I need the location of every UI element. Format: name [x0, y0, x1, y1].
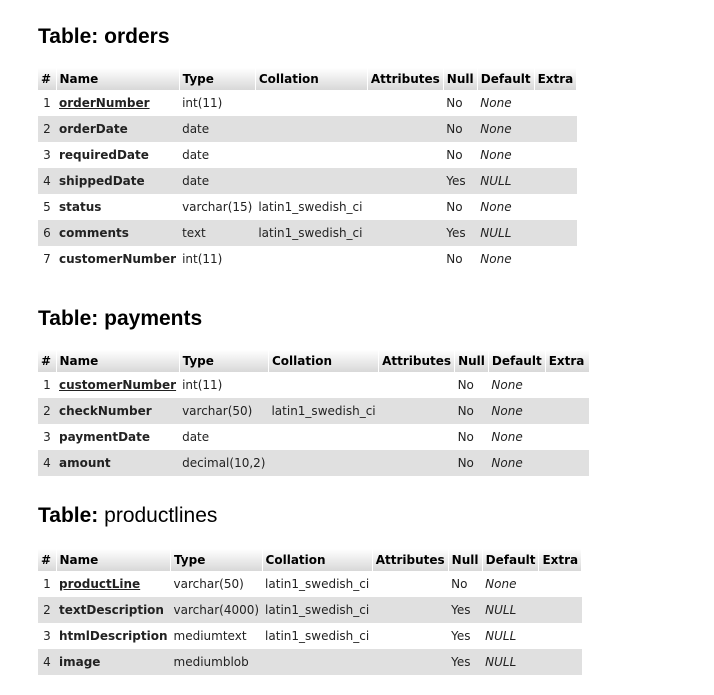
column-name: checkNumber	[56, 398, 179, 424]
column-extra	[534, 142, 577, 168]
column-extra	[534, 246, 577, 272]
section-title: Table: productlines	[38, 504, 218, 527]
column-collation	[268, 450, 378, 476]
column-null: No	[443, 116, 477, 142]
row-number: 2	[38, 116, 56, 142]
column-name[interactable]: productLine	[56, 571, 171, 597]
column-collation: latin1_swedish_ci	[255, 220, 367, 246]
table-row	[38, 597, 582, 623]
table-row	[38, 623, 582, 649]
column-default: NULL	[482, 597, 539, 623]
column-null: No	[455, 372, 489, 398]
column-collation: latin1_swedish_ci	[255, 194, 367, 220]
column-type: int(11)	[179, 246, 255, 272]
header-attributes[interactable]: Attributes	[367, 68, 443, 90]
header-collation[interactable]: Collation	[262, 549, 372, 571]
header-null[interactable]: Null	[443, 68, 477, 90]
column-extra	[539, 623, 582, 649]
column-name: shippedDate	[56, 168, 179, 194]
header-attributes[interactable]: Attributes	[372, 549, 448, 571]
column-null: Yes	[443, 220, 477, 246]
column-attributes	[379, 398, 455, 424]
section-title: Table: orders	[38, 25, 170, 48]
column-type: varchar(50)	[171, 571, 263, 597]
column-default: NULL	[482, 649, 539, 675]
column-attributes	[367, 220, 443, 246]
column-extra	[539, 649, 582, 675]
column-default: None	[477, 194, 534, 220]
header-type[interactable]: Type	[171, 549, 263, 571]
column-attributes	[367, 246, 443, 272]
header-name[interactable]: Name	[56, 549, 171, 571]
column-extra	[545, 450, 589, 476]
column-attributes	[379, 424, 455, 450]
column-null: Yes	[448, 597, 482, 623]
column-attributes	[367, 116, 443, 142]
row-number: 4	[38, 168, 56, 194]
column-type: decimal(10,2)	[179, 450, 268, 476]
header-row	[38, 549, 582, 571]
column-null: No	[455, 424, 489, 450]
structure-table	[38, 549, 582, 675]
table-row	[38, 571, 582, 597]
column-null: No	[455, 450, 489, 476]
table-row	[38, 246, 577, 272]
column-name: paymentDate	[56, 424, 179, 450]
table-row	[38, 194, 577, 220]
column-default: NULL	[477, 220, 534, 246]
header-type[interactable]: Type	[179, 350, 268, 372]
header-num[interactable]: #	[38, 350, 56, 372]
column-collation: latin1_swedish_ci	[262, 623, 372, 649]
table-section-payments	[38, 306, 590, 476]
column-extra	[545, 424, 589, 450]
column-null: No	[455, 398, 489, 424]
table-name: orders	[104, 25, 170, 48]
table-row	[38, 372, 589, 398]
column-name: htmlDescription	[56, 623, 171, 649]
column-default: NULL	[482, 623, 539, 649]
column-collation: latin1_swedish_ci	[262, 571, 372, 597]
row-number: 3	[38, 623, 56, 649]
column-attributes	[367, 142, 443, 168]
column-name: textDescription	[56, 597, 171, 623]
table-row	[38, 398, 589, 424]
column-attributes	[379, 450, 455, 476]
column-type: date	[179, 168, 255, 194]
column-collation	[268, 372, 378, 398]
column-type: int(11)	[179, 90, 255, 116]
column-null: No	[443, 90, 477, 116]
header-default[interactable]: Default	[482, 549, 539, 571]
column-collation	[262, 649, 372, 675]
table-name: payments	[104, 307, 203, 330]
column-attributes	[367, 168, 443, 194]
column-default: None	[477, 90, 534, 116]
table-row	[38, 116, 577, 142]
row-number: 1	[38, 372, 56, 398]
column-default: None	[477, 142, 534, 168]
column-null: Yes	[443, 168, 477, 194]
column-default: None	[488, 424, 545, 450]
column-null: Yes	[448, 623, 482, 649]
column-collation	[255, 246, 367, 272]
row-number: 2	[38, 597, 56, 623]
column-collation: latin1_swedish_ci	[262, 597, 372, 623]
header-default[interactable]: Default	[477, 68, 534, 90]
column-collation: latin1_swedish_ci	[268, 398, 378, 424]
row-number: 5	[38, 194, 56, 220]
section-title: Table: payments	[38, 307, 203, 330]
column-extra	[534, 194, 577, 220]
header-type[interactable]: Type	[179, 68, 255, 90]
column-type: mediumblob	[171, 649, 263, 675]
header-collation[interactable]: Collation	[255, 68, 367, 90]
structure-table	[38, 350, 590, 476]
column-name[interactable]: customerNumber	[56, 372, 179, 398]
column-type: date	[179, 424, 268, 450]
column-name[interactable]: orderNumber	[56, 90, 179, 116]
column-extra	[534, 168, 577, 194]
row-number: 4	[38, 450, 56, 476]
column-name: comments	[56, 220, 179, 246]
header-row	[38, 68, 577, 90]
column-type: int(11)	[179, 372, 268, 398]
column-attributes	[372, 571, 448, 597]
row-number: 3	[38, 142, 56, 168]
column-null: No	[448, 571, 482, 597]
column-default: None	[477, 116, 534, 142]
table-row	[38, 424, 589, 450]
header-extra[interactable]: Extra	[539, 549, 582, 571]
table-name: productlines	[104, 504, 218, 527]
row-number: 7	[38, 246, 56, 272]
column-extra	[534, 90, 577, 116]
column-attributes	[372, 623, 448, 649]
table-section-orders	[38, 24, 577, 272]
column-type: mediumtext	[171, 623, 263, 649]
column-null: No	[443, 194, 477, 220]
column-name: image	[56, 649, 171, 675]
column-type: varchar(4000)	[171, 597, 263, 623]
column-name: amount	[56, 450, 179, 476]
table-row	[38, 142, 577, 168]
column-attributes	[367, 194, 443, 220]
table-row	[38, 450, 589, 476]
column-attributes	[372, 649, 448, 675]
column-name: requiredDate	[56, 142, 179, 168]
row-number: 1	[38, 90, 56, 116]
column-collation	[255, 142, 367, 168]
header-row	[38, 350, 589, 372]
column-null: No	[443, 246, 477, 272]
column-default: None	[488, 372, 545, 398]
column-name: orderDate	[56, 116, 179, 142]
header-null[interactable]: Null	[455, 350, 489, 372]
table-row	[38, 90, 577, 116]
column-type: date	[179, 116, 255, 142]
row-number: 6	[38, 220, 56, 246]
header-name[interactable]: Name	[56, 350, 179, 372]
column-null: Yes	[448, 649, 482, 675]
table-row	[38, 220, 577, 246]
header-null[interactable]: Null	[448, 549, 482, 571]
column-attributes	[379, 372, 455, 398]
column-extra	[534, 220, 577, 246]
header-default[interactable]: Default	[488, 350, 545, 372]
column-default: None	[488, 450, 545, 476]
header-num[interactable]: #	[38, 549, 56, 571]
column-extra	[545, 372, 589, 398]
column-extra	[534, 116, 577, 142]
column-type: text	[179, 220, 255, 246]
column-collation	[255, 116, 367, 142]
row-number: 3	[38, 424, 56, 450]
column-attributes	[372, 597, 448, 623]
structure-table	[38, 68, 577, 272]
row-number: 4	[38, 649, 56, 675]
column-type: varchar(50)	[179, 398, 268, 424]
header-name[interactable]: Name	[56, 68, 179, 90]
column-attributes	[367, 90, 443, 116]
table-row	[38, 649, 582, 675]
column-name: customerNumber	[56, 246, 179, 272]
column-type: date	[179, 142, 255, 168]
column-default: NULL	[477, 168, 534, 194]
column-default: None	[477, 246, 534, 272]
row-number: 1	[38, 571, 56, 597]
column-default: None	[488, 398, 545, 424]
header-extra[interactable]: Extra	[545, 350, 589, 372]
column-collation	[255, 168, 367, 194]
header-num[interactable]: #	[38, 68, 56, 90]
column-null: No	[443, 142, 477, 168]
header-extra[interactable]: Extra	[534, 68, 577, 90]
column-name: status	[56, 194, 179, 220]
column-default: None	[482, 571, 539, 597]
column-extra	[545, 398, 589, 424]
row-number: 2	[38, 398, 56, 424]
column-extra	[539, 597, 582, 623]
column-extra	[539, 571, 582, 597]
header-collation[interactable]: Collation	[268, 350, 378, 372]
column-collation	[268, 424, 378, 450]
table-row	[38, 168, 577, 194]
header-attributes[interactable]: Attributes	[379, 350, 455, 372]
table-section-productlines	[38, 503, 582, 675]
column-collation	[255, 90, 367, 116]
column-type: varchar(15)	[179, 194, 255, 220]
